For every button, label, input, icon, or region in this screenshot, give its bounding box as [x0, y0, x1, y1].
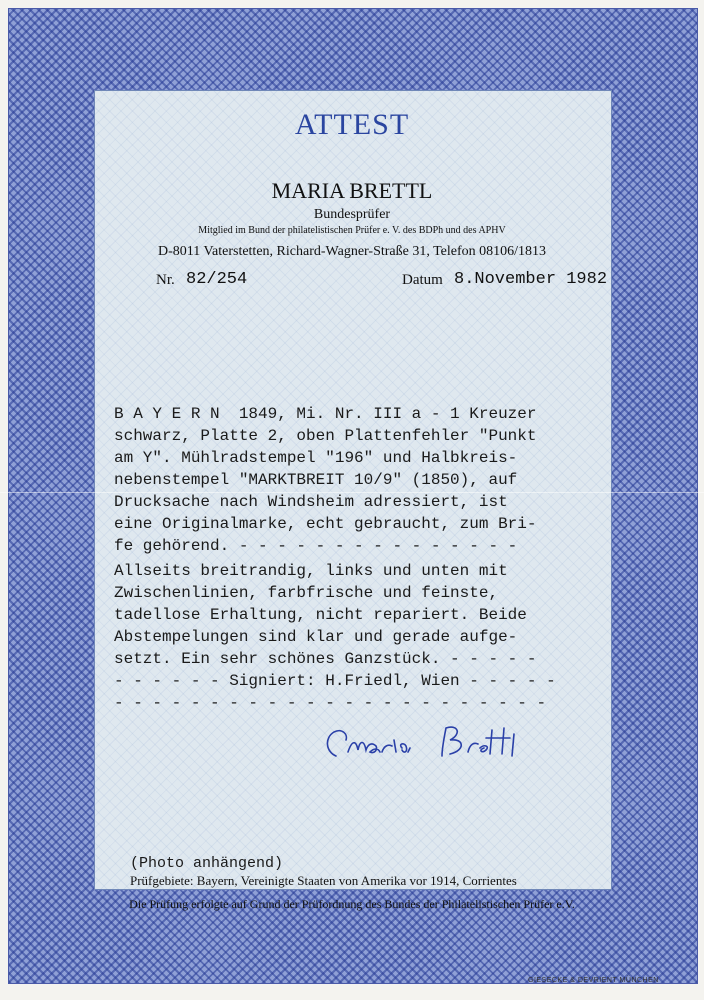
address-line: D-8011 Vaterstetten, Richard-Wagner-Straße 31, Telefon 08106/1813 — [157, 244, 547, 259]
certificate-date: 8.November 1982 — [454, 270, 608, 289]
reference-number: 82/254 — [186, 270, 248, 289]
membership-line: Mitglied im Bund der philatelistischen Prüfer e. V. des BDPh und des APHV — [198, 225, 506, 236]
reference-number-label: Nr. — [156, 272, 175, 288]
examiner-name: MARIA BRETTL — [271, 178, 433, 203]
condition-description: Allseits breitrandig, links und unten mit Zwischenlinien, farbfrische und feinste, tadellose Erhaltung, nicht repariert. Beide Abstempelungen sind klar und gerade aufge- setzt. Ein sehr schönes Ganzstück. - - - - - - - - - - - Signiert: H.Friedl, Wien - - - - - - - - - - - - - - - - - - - - - - - - - - - - — [114, 562, 556, 712]
examination-areas: Prüfgebiete: Bayern, Vereinigte Staaten von Amerika vor 1914, Corrientes — [130, 873, 517, 888]
printer-mark: GIESECKE & DEVRIENT MÜNCHEN — [528, 977, 659, 984]
certificate-title: ATTEST — [294, 108, 410, 141]
photo-note: (Photo anhängend) — [130, 855, 284, 872]
date-label: Datum — [402, 272, 443, 288]
stamp-description: B A Y E R N 1849, Mi. Nr. III a - 1 Kreuzer schwarz, Platte 2, oben Plattenfehler "Punkt am Y". Mühlradstempel "196" und Halbkreis- nebenstempel "MARKTBREIT 10/9" (1850), auf Drucksache nach Windsheim adressiert, ist eine Originalmarke, echt gebraucht, zum Bri- fe gehörend. - - - - - - - - - - - - - - - — [114, 405, 537, 555]
examination-basis: Die Prüfung erfolgte auf Grund der Prüfordnung des Bundes der Philatelistischen Prüfer e.V. — [129, 897, 575, 911]
examiner-role: Bundesprüfer — [313, 207, 391, 222]
handwritten-signature — [318, 718, 548, 768]
